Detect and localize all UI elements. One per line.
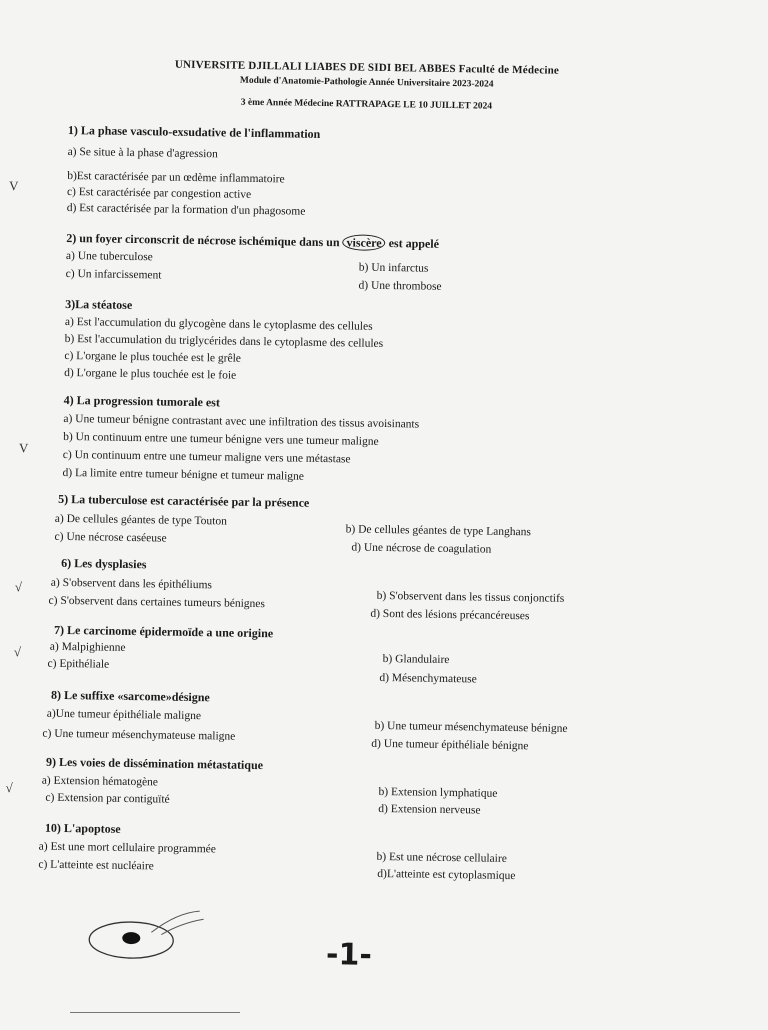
question-10-option-c: c) L'atteinte est nucléaire [38,858,154,873]
question-9-option-c: c) Extension par contiguïté [45,791,170,806]
margin-check-mark: √ [13,644,22,660]
question-2-title: 2) un foyer circonscrit de nécrose ischémique dans un viscère est appelé [66,230,440,251]
margin-check-mark: V [8,178,19,194]
question-3-title: 3)La stéatose [65,296,133,313]
question-3-option-b: b) Est l'accumulation du triglycérides dans le cytoplasme des cellules [64,332,384,350]
question-2-option-d: d) Une thrombose [358,279,442,293]
question-5-option-a: a) De cellules géantes de type Touton [54,512,227,528]
question-5-option-d: d) Une nécrose de coagulation [351,541,492,556]
exam-header: 3 ème Année Médecine RATTRAPAGE LE 10 JUILLET 2024 [240,97,493,112]
stamp-drawing-icon [81,903,212,965]
question-7-option-c: c) Epithéliale [47,657,110,671]
question-8-option-d: d) Une tumeur épithéliale bénigne [371,737,529,753]
question-2-option-b: b) Un infarctus [358,261,429,275]
question-2-option-a: a) Une tuberculose [65,249,153,264]
question-6-option-c: c) S'observent dans certaines tumeurs bénignes [48,594,265,611]
page-number: -1- [325,937,373,973]
question-6-option-b: b) S'observent dans les tissus conjonctifs [376,589,565,605]
question-9-option-b: b) Extension lymphatique [378,785,498,800]
question-1-option-c: c) Est caractérisée par congestion active [66,185,252,201]
question-1-option-a: a) Se situe à la phase d'agression [67,145,218,161]
question-9-option-d: d) Extension nerveuse [378,802,481,817]
question-3-option-a: a) Est l'accumulation du glycogène dans le cytoplasme des cellules [64,315,373,333]
question-4-option-a: a) Une tumeur bénigne contrastant avec une infiltration des tissus avoisinants [63,412,420,431]
university-header: UNIVERSITE DJILLALI LIABES DE SIDI BEL ABBES Faculté de Médecine [174,58,560,77]
question-4-option-b: b) Un continuum entre une tumeur bénigne vers une tumeur maligne [63,430,379,448]
margin-check-mark: √ [5,780,13,796]
module-header: Module d'Anatomie-Pathologie Année Universitaire 2023-2024 [239,75,494,90]
question-8-option-c: c) Une tumeur mésenchymateuse maligne [42,727,236,743]
question-5-option-b: b) De cellules géantes de type Langhans [345,523,532,539]
question-3-option-c: c) L'organe le plus touchée est le grêle [64,349,242,365]
question-2-option-c: c) Un infarcissement [65,267,162,282]
question-4-option-c: c) Un continuum entre une tumeur maligne vers une métastase [62,448,351,466]
question-5-title: 5) La tuberculose est caractérisée par la présence [58,491,310,510]
question-8-option-b: b) Une tumeur mésenchymateuse bénigne [374,719,568,735]
question-5-option-c: c) Une nécrose caséeuse [54,530,167,545]
question-7-option-a: a) Malpighienne [49,640,126,654]
margin-check-mark: √ [14,579,23,595]
question-1-title: 1) La phase vasculo-exsudative de l'inflammation [67,122,321,141]
circled-word: viscère [342,234,385,251]
bottom-divider [70,1012,240,1013]
question-7-option-b: b) Glandulaire [382,652,450,667]
question-10-option-b: b) Est une nécrose cellulaire [376,850,507,865]
question-1-option-b: b)Est caractérisée par un œdème inflammatoire [67,169,285,186]
question-7-title: 7) Le carcinome épidermoïde a une origine [53,622,274,641]
margin-check-mark: V [18,440,29,456]
question-10-title: 10) L'apoptose [44,820,121,836]
question-9-option-a: a) Extension hématogène [41,774,159,789]
question-8-option-a: a)Une tumeur épithéliale maligne [46,707,202,723]
question-8-title: 8) Le suffixe «sarcome»désigne [50,687,210,705]
question-6-title: 6) Les dysplasies [61,555,147,572]
question-7-option-d: d) Mésenchymateuse [379,671,477,686]
question-10-option-d: d)L'atteinte est cytoplasmique [377,867,516,883]
question-10-option-a: a) Est une mort cellulaire programmée [38,840,216,856]
question-6-option-a: a) S'observent dans les épithéliums [50,576,213,592]
question-1-option-d: d) Est caractérisée par la formation d'un phagosome [66,201,306,218]
question-9-title: 9) Les voies de dissémination métastatique [45,754,264,773]
question-4-option-d: d) La limite entre tumeur bénigne et tumeur maligne [62,466,305,483]
question-3-option-d: d) L'organe le plus touchée est le foie [64,366,237,382]
question-4-title: 4) La progression tumorale est [63,392,221,410]
question-6-option-d: d) Sont des lésions précancéreuses [370,607,530,623]
